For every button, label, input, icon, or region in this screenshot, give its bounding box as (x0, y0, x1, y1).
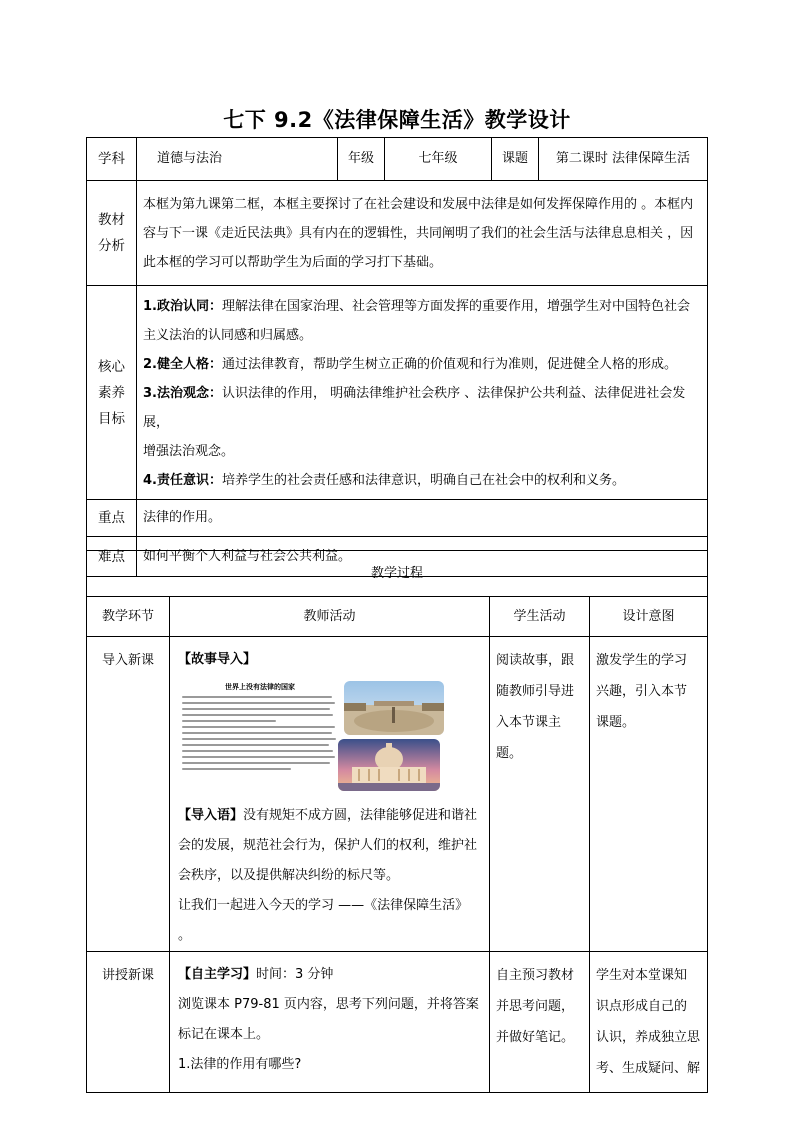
literacy-label-line: 目标 (98, 410, 125, 427)
literacy-objectives (137, 286, 708, 500)
student-activity-intro (490, 637, 590, 952)
student-line: 随教师引导进 (496, 684, 575, 699)
design-intent-intro (590, 637, 708, 952)
story-tag: 【故事导入】 (178, 652, 257, 667)
self-study-tag: 【自主学习】 (178, 967, 257, 982)
student-line: 自主预习教材 (496, 968, 575, 983)
analysis-label-line: 分析 (98, 238, 125, 254)
design-intent-teaching (590, 952, 708, 1093)
objective-head: 1.政治认同： (143, 299, 222, 314)
col-teacher: 教师活动 (170, 597, 490, 637)
grade-label: 年级 (338, 138, 385, 181)
objective-head: 4.责任意识： (143, 473, 222, 488)
difficulty-label: 难点 (87, 537, 137, 577)
self-study-time: 时间：3 分钟 (256, 967, 334, 982)
objective-text: 主义法治的认同感和归属感。 (143, 328, 313, 343)
process-header: 教学过程 (87, 551, 708, 597)
intro-line: 会的发展，规范社会行为，保护人们的权利，维护社 (178, 838, 478, 853)
col-stage: 教学环节 (87, 597, 170, 637)
subject-value: 道德与法治 (137, 138, 338, 181)
student-line: 并思考问题， (496, 999, 575, 1014)
literacy-label-line: 核心 (98, 358, 125, 375)
analysis-label (87, 181, 137, 286)
key-point-label: 重点 (87, 500, 137, 537)
intro-line: 会秩序，以及提供解决纠纷的标尺等。 (178, 868, 400, 883)
story-article (182, 683, 338, 793)
teacher-activity-intro (170, 637, 490, 952)
intent-line: 激发学生的学习 (596, 653, 688, 668)
intro-tag: 【导入语】 (178, 808, 244, 823)
st-peters-basilica-photo (338, 739, 440, 791)
analysis-line: 此本框的学习可以帮助学生为后面的学习打下基础。 (143, 254, 443, 270)
page-title: 七下 9.2《法律保障生活》教学设计 (223, 108, 571, 132)
objective-head: 2.健全人格： (143, 357, 222, 372)
analysis-text (137, 181, 708, 286)
stage-intro: 导入新课 (87, 637, 170, 952)
topic-label: 课题 (492, 138, 539, 181)
vatican-square-photo (344, 681, 444, 735)
student-activity-teaching (490, 952, 590, 1093)
teacher-line: 1.法律的作用有哪些? (178, 1057, 302, 1072)
literacy-label-line: 素养 (98, 384, 125, 401)
student-line: 阅读故事，跟 (496, 653, 575, 668)
difficulty-text: 如何平衡个人利益与社会公共利益。 (137, 537, 708, 577)
key-point-text: 法律的作用。 (137, 500, 708, 537)
intent-line: 考、生成疑问、解 (596, 1061, 701, 1076)
stage-teaching: 讲授新课 (87, 952, 170, 1093)
topic-value: 第二课时 法律保障生活 (539, 138, 708, 181)
literacy-label (87, 286, 137, 500)
objective-head: 3.法治观念： (143, 386, 222, 401)
objective-text: 通过法律教育，帮助学生树立正确的价值观和行为准则，促进健全人格的形成。 (221, 357, 677, 372)
teacher-line: 浏览课本 P79-81 页内容，思考下列问题，并将答案 (178, 997, 479, 1012)
intent-line: 课题。 (596, 715, 636, 730)
intent-line: 认识，养成独立思 (596, 1030, 701, 1045)
intro-line: 让我们一起进入今天的学习 ——《法律保障生活》 。 (178, 898, 469, 943)
subject-label: 学科 (87, 138, 137, 181)
intent-line: 兴趣，引入本节 (596, 684, 688, 699)
analysis-line: 容与下一课《走近民法典》具有内在的逻辑性，共同阐明了我们的社会生活与法律息息相关 ，因 (143, 225, 694, 241)
objective-text: 培养学生的社会责任感和法律意识，明确自己在社会中的权利和义务。 (221, 473, 625, 488)
col-student: 学生活动 (490, 597, 590, 637)
teacher-activity-teaching (170, 952, 490, 1093)
story-image (178, 681, 444, 795)
student-line: 入本节课主题。 (496, 715, 562, 761)
objective-text: 理解法律在国家治理、社会管理等方面发挥的重要作用，增强学生对中国特色社会 (221, 299, 690, 314)
info-table (86, 137, 708, 577)
intent-line: 学生对本堂课知 (596, 968, 688, 983)
grade-value: 七年级 (385, 138, 492, 181)
intro-line: 没有规矩不成方圆，法律能够促进和谐社 (243, 808, 478, 823)
objective-text: 增强法治观念。 (143, 444, 235, 459)
article-title: 世界上没有法律的国家 (225, 683, 295, 691)
col-intent: 设计意图 (590, 597, 708, 637)
student-line: 并做好笔记。 (496, 1030, 575, 1045)
objective-text: 认识法律的作用， 明确法律维护社会秩序 、法律保护公共利益、法律促进社会发展， (143, 386, 686, 430)
teacher-line: 标记在课本上。 (178, 1027, 270, 1042)
analysis-label-line: 教材 (98, 212, 125, 228)
analysis-line: 本框为第九课第二框，本框主要探讨了在社会建设和发展中法律是如何发挥保障作用的 。本框内 (143, 196, 694, 212)
process-table (86, 550, 708, 1093)
intent-line: 识点形成自己的 (596, 999, 688, 1014)
